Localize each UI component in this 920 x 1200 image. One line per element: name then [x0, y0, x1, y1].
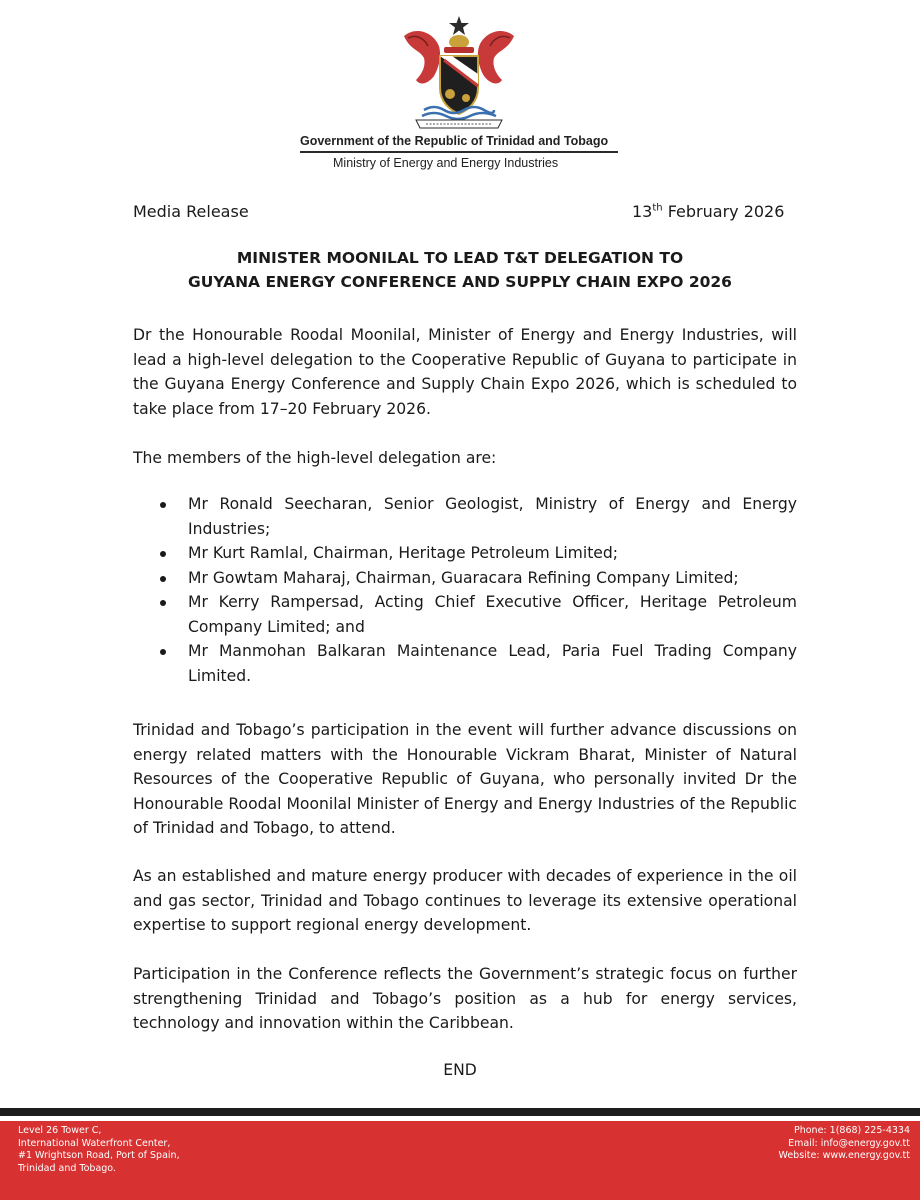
- bullet-icon: [160, 551, 166, 557]
- paragraph-strategic-focus: Participation in the Conference reflects the Government’s strategic focus on further strengthening Trinidad and Tobago’s position as a hub for energy services, technology and innovation within the Caribbean.: [133, 965, 797, 1032]
- release-date-day: 13: [632, 202, 653, 221]
- address-line: Level 26 Tower C,: [18, 1125, 102, 1136]
- delegation-member-text: Mr Kerry Rampersad, Acting Chief Executive Officer, Heritage Petroleum Company Limited; and: [188, 593, 797, 636]
- letterhead-rule: [300, 151, 618, 153]
- footer-address: [18, 1125, 180, 1175]
- delegation-member-text: Mr Kurt Ramlal, Chairman, Heritage Petroleum Limited;: [188, 544, 619, 562]
- release-date-rest: February 2026: [662, 202, 785, 221]
- headline-line-2: GUYANA ENERGY CONFERENCE AND SUPPLY CHAIN EXPO 2026: [188, 273, 732, 291]
- delegation-member-text: Mr Ronald Seecharan, Senior Geologist, Ministry of Energy and Energy Industries;: [188, 495, 797, 538]
- bullet-icon: [160, 649, 166, 655]
- paragraph-experience: As an established and mature energy producer with decades of experience in the oil and gas sector, Trinidad and Tobago continues to leverage its extensive operational expertise to support regional energy development.: [133, 867, 797, 934]
- footer-website[interactable]: Website: www.energy.gov.tt: [778, 1150, 910, 1162]
- coat-of-arms-icon: [394, 14, 524, 132]
- headline-line-1: MINISTER MOONILAL TO LEAD T&T DELEGATION TO: [236, 249, 684, 267]
- delegation-member-text: Mr Manmohan Balkaran Maintenance Lead, Paria Fuel Trading Company Limited.: [188, 642, 797, 685]
- footer-contact: [778, 1125, 910, 1163]
- address-line: Trinidad and Tobago.: [18, 1162, 116, 1174]
- delegation-member: [133, 590, 797, 639]
- delegation-member: [133, 639, 797, 688]
- footer-email[interactable]: Email: info@energy.gov.tt: [788, 1137, 910, 1149]
- footer-phone: Phone: 1(868) 225-4334: [794, 1125, 910, 1136]
- paragraph-delegation-intro: The members of the high-level delegation are:: [133, 449, 497, 467]
- address-line: International Waterfront Center,: [18, 1137, 171, 1149]
- release-date: [632, 202, 784, 221]
- end-mark: END: [443, 1061, 477, 1079]
- government-title: Government of the Republic of Trinidad and Tobago: [300, 134, 609, 148]
- delegation-member: [133, 566, 797, 591]
- ministry-title: Ministry of Energy and Energy Industries: [333, 156, 559, 170]
- delegation-list: [133, 492, 797, 688]
- bullet-icon: [160, 600, 166, 606]
- release-type: Media Release: [133, 202, 249, 221]
- delegation-member-text: Mr Gowtam Maharaj, Chairman, Guaracara Refining Company Limited;: [188, 568, 739, 587]
- delegation-member: [133, 541, 797, 566]
- headline: [130, 246, 790, 294]
- delegation-member: [133, 492, 797, 541]
- paragraph-participation: Trinidad and Tobago’s participation in the event will further advance discussions on energy related matters with the Honourable Vickram Bharat, Minister of Natural Resources of the Cooperative Republic of Guyana, who personally invited Dr the Honourable Roodal Moonilal Minister of Energy and Energy Industries of the Republic of Trinidad and Tobago, to attend.: [133, 721, 797, 837]
- bullet-icon: [160, 502, 166, 508]
- release-date-suffix: th: [652, 202, 663, 214]
- bullet-icon: [160, 576, 166, 582]
- footer-black-stripe: [0, 1108, 920, 1116]
- address-line: #1 Wrightson Road, Port of Spain,: [18, 1150, 180, 1162]
- paragraph-intro: Dr the Honourable Roodal Moonilal, Minister of Energy and Energy Industries, will lead a high-level delegation to the Cooperative Republic of Guyana to participate in the Guyana Energy Conference and Supply Chain Expo 2026, which is scheduled to take place from 17–20 February 2026.: [133, 326, 797, 418]
